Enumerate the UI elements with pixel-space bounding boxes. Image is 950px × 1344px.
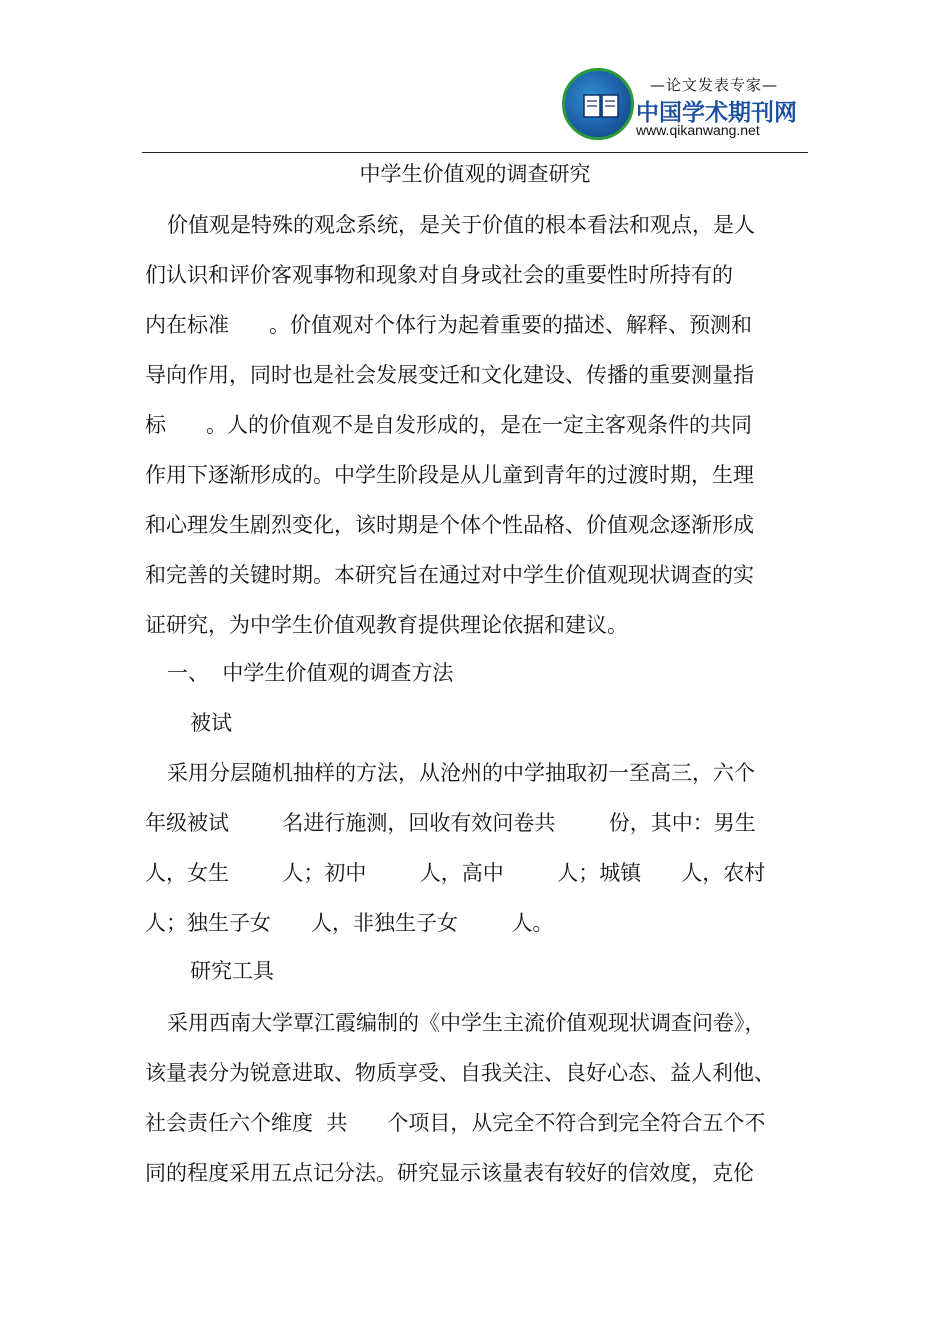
site-logo xyxy=(562,68,797,146)
logo-emblem xyxy=(562,68,634,140)
paragraph-line: 们认识和评价客观事物和现象对自身或社会的重要性时所持有的 xyxy=(145,263,733,287)
paragraph-line: 人；独生子女 人，非独生子女 人。 xyxy=(145,911,554,935)
paragraph-line: 标 。人的价值观不是自发形成的，是在一定主客观条件的共同 xyxy=(145,413,753,437)
paragraph-line: 作用下逐渐形成的。中学生阶段是从儿童到青年的过渡时期，生理 xyxy=(145,463,754,487)
paragraph-line: 采用西南大学覃江霞编制的《中学生主流价值观现状调查问卷》， xyxy=(167,1011,766,1035)
subsection-heading: 研究工具 xyxy=(190,959,274,983)
paragraph-line: 和完善的关键时期。本研究旨在通过对中学生价值观现状调查的实 xyxy=(145,563,754,587)
paragraph-line: 人，女生 人；初中 人，高中 人；城镇 人，农村 xyxy=(145,861,766,885)
paragraph-line: 采用分层随机抽样的方法，从沧州的中学抽取初一至高三，六个 xyxy=(167,761,755,785)
paragraph-line: 社会责任六个维度 共 个项目，从完全不符合到完全符合五个不 xyxy=(145,1111,766,1135)
paragraph-line: 年级被试 名进行施测，回收有效问卷共 份，其中：男生 xyxy=(145,811,756,835)
subsection-heading: 被试 xyxy=(190,711,232,735)
paragraph-line: 证研究，为中学生价值观教育提供理论依据和建议。 xyxy=(145,613,628,637)
paragraph-line: 内在标准 。价值观对个体行为起着重要的描述、解释、预测和 xyxy=(145,313,753,337)
paragraph-line: 导向作用，同时也是社会发展变迁和文化建设、传播的重要测量指 xyxy=(145,363,754,387)
logo-url: www.qikanwang.net xyxy=(636,122,760,138)
paragraph-line: 和心理发生剧烈变化，该时期是个体个性品格、价值观念逐渐形成 xyxy=(145,513,754,537)
book-icon xyxy=(583,93,619,119)
document-title: 中学生价值观的调查研究 xyxy=(359,162,591,186)
header-divider xyxy=(142,152,808,153)
logo-name: 中国学术期刊网 xyxy=(636,100,797,126)
paragraph-line: 同的程度采用五点记分法。研究显示该量表有较好的信效度，克伦 xyxy=(145,1161,754,1185)
paragraph-line: 价值观是特殊的观念系统，是关于价值的根本看法和观点，是人 xyxy=(167,213,755,237)
logo-slogan: —论文发表专家— xyxy=(650,76,779,94)
paragraph-line: 该量表分为锐意进取、物质享受、自我关注、良好心态、益人利他、 xyxy=(145,1061,775,1085)
section-heading: 一、 中学生价值观的调查方法 xyxy=(167,661,454,685)
